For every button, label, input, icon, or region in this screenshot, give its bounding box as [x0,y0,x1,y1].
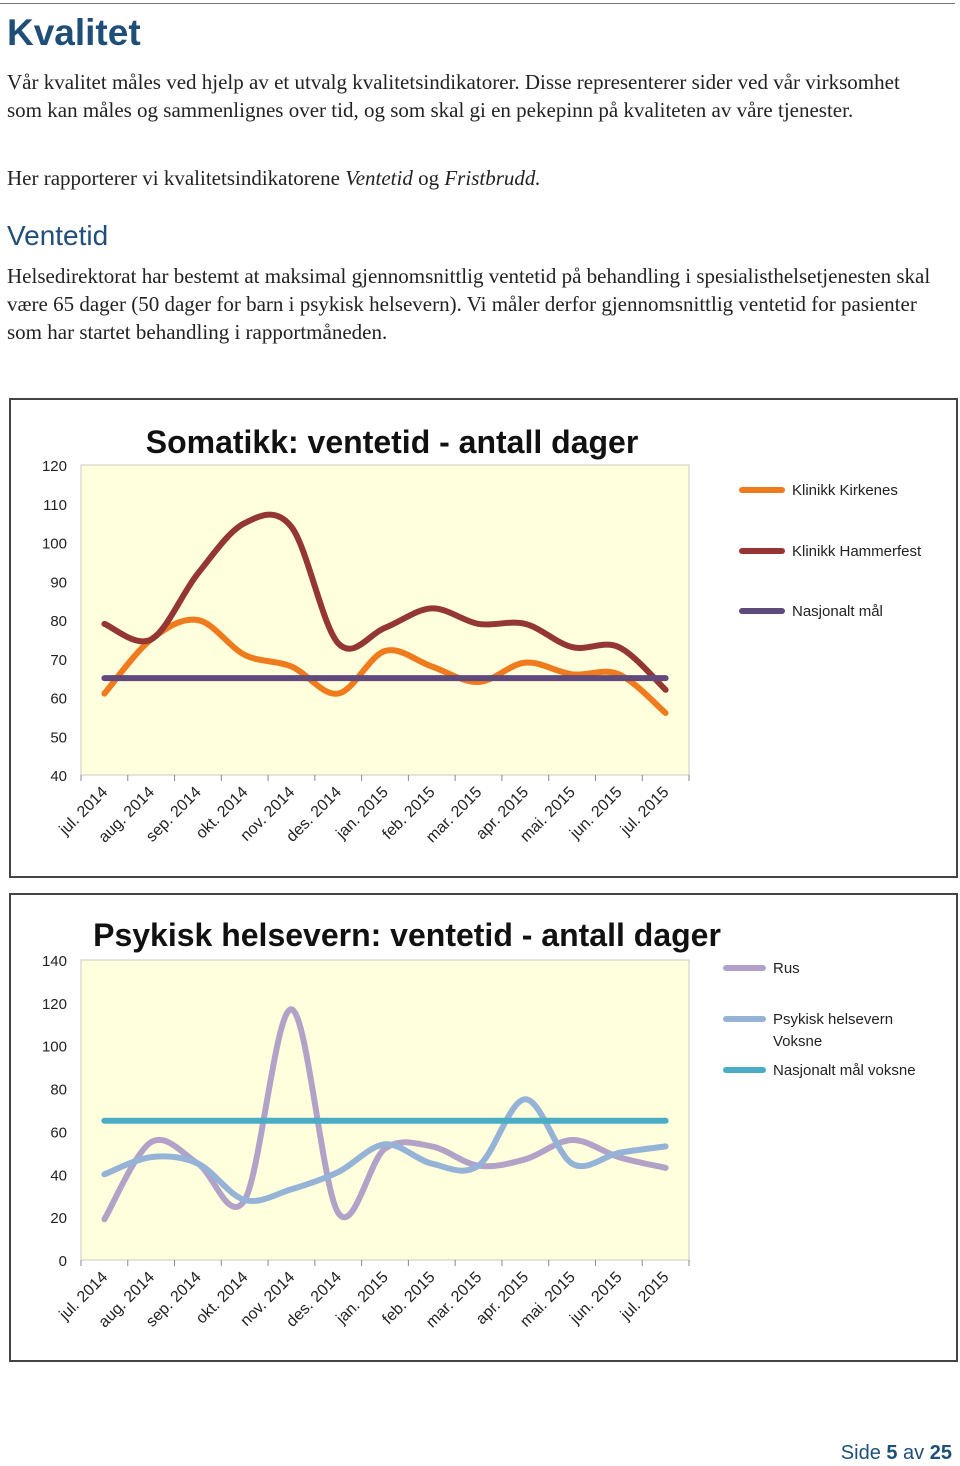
report-joiner: og [412,166,445,190]
x-tick-label: apr. 2015 [472,1268,533,1329]
page-footer [841,1442,952,1465]
x-tick-label: des. 2014 [283,783,346,846]
y-tick-label: 120 [41,458,67,475]
psykisk-chart [9,893,958,1362]
x-tick-label: feb. 2015 [379,783,439,844]
x-tick-label: feb. 2015 [379,1268,439,1329]
x-tick-label: jul. 2014 [56,1268,112,1324]
y-tick-label: 60 [50,690,67,708]
y-tick-label: 60 [50,1124,67,1142]
y-tick-label: 100 [41,535,67,553]
somatikk-chart-svg [11,400,956,876]
x-tick-label: jan. 2015 [333,1268,392,1328]
x-tick-label: jul. 2014 [56,783,112,839]
chart-title: Psykisk helsevern: ventetid - antall dager [93,917,721,953]
y-tick-label: 80 [50,613,67,630]
somatikk-chart [9,398,958,878]
x-tick-label: mar. 2015 [423,783,486,847]
y-tick-label: 140 [41,953,67,970]
legend-label: Klinikk Kirkenes [792,482,898,499]
footer-prefix: Side [840,1442,887,1464]
section-paragraph: Helsedirektorat har bestemt at maksimal gjennomsnittlig ventetid på behandling i spesialisthelsetjenesten skal være 65 dager (50 dager for barn i psykisk helsevern). Vi måler derfor gjennomsnittlig ventetid for pasienter som har startet behandling i rapportmåneden. [7,264,931,344]
legend-label [773,1011,893,1050]
x-tick-label: mar. 2015 [423,1268,486,1332]
y-tick-label: 90 [50,574,67,592]
psykisk-chart-svg [11,895,956,1360]
y-tick-label: 80 [50,1081,67,1099]
legend-label: Nasjonalt mål voksne [773,1062,916,1079]
x-tick-label: sep. 2014 [143,1268,205,1331]
x-tick-label: jun. 2015 [567,783,626,843]
x-tick-label: jul. 2015 [617,1268,673,1324]
y-tick-label: 110 [43,496,67,514]
indicator-ventetid: Ventetid [345,166,413,190]
chart-title: Somatikk: ventetid - antall dager [145,424,639,460]
legend-label: Nasjonalt mål [792,603,883,620]
y-tick-label: 100 [41,1038,67,1056]
legend-label-line: Psykisk helsevern [773,1011,894,1028]
y-tick-label: 0 [58,1253,67,1270]
intro-paragraph: Vår kvalitet måles ved hjelp av et utvalg kvalitetsindikatorer. Disse representerer sider ved vår virksomhet som kan måles og sammenlignes over tid, og som skal gi en pekepinn på kvaliteten av våre tjenester. [7,70,900,122]
x-tick-label: nov. 2014 [237,1268,299,1330]
x-tick-label: sep. 2014 [143,783,205,846]
x-tick-label: mai. 2015 [517,783,579,846]
report-paragraph [7,164,937,192]
footer-page-number: 5 [886,1442,898,1464]
legend-label: Klinikk Hammerfest [792,543,922,560]
x-tick-label: aug. 2014 [95,783,158,847]
y-tick-label: 70 [50,651,67,669]
plot-area [81,465,689,775]
x-tick-label: jan. 2015 [333,783,392,843]
x-tick-label: apr. 2015 [472,783,533,844]
plot-area [81,960,689,1260]
x-tick-label: jun. 2015 [567,1268,626,1328]
x-tick-label: okt. 2014 [192,783,252,843]
y-tick-label: 120 [41,995,67,1013]
y-tick-label: 20 [50,1210,67,1228]
indicator-fristbrudd: Fristbrudd. [444,166,541,190]
x-tick-label: des. 2014 [283,1268,346,1331]
legend-label-line: Voksne [773,1033,823,1050]
y-tick-label: 40 [50,1167,67,1185]
x-tick-label: nov. 2014 [237,783,299,845]
x-tick-label: aug. 2014 [95,1268,158,1332]
footer-total-pages: 25 [929,1442,952,1464]
report-prefix: Her rapporterer vi kvalitetsindikatorene [7,166,346,190]
section-heading: Ventetid [7,220,109,251]
y-tick-label: 40 [50,768,67,785]
legend-label: Rus [773,960,800,977]
x-tick-label: jul. 2015 [617,783,673,839]
y-tick-label: 50 [50,729,67,747]
footer-mid: av [897,1442,930,1464]
top-rule [0,3,955,4]
page-title: Kvalitet [7,12,141,53]
x-tick-label: okt. 2014 [192,1268,252,1328]
x-tick-label: mai. 2015 [517,1268,579,1331]
